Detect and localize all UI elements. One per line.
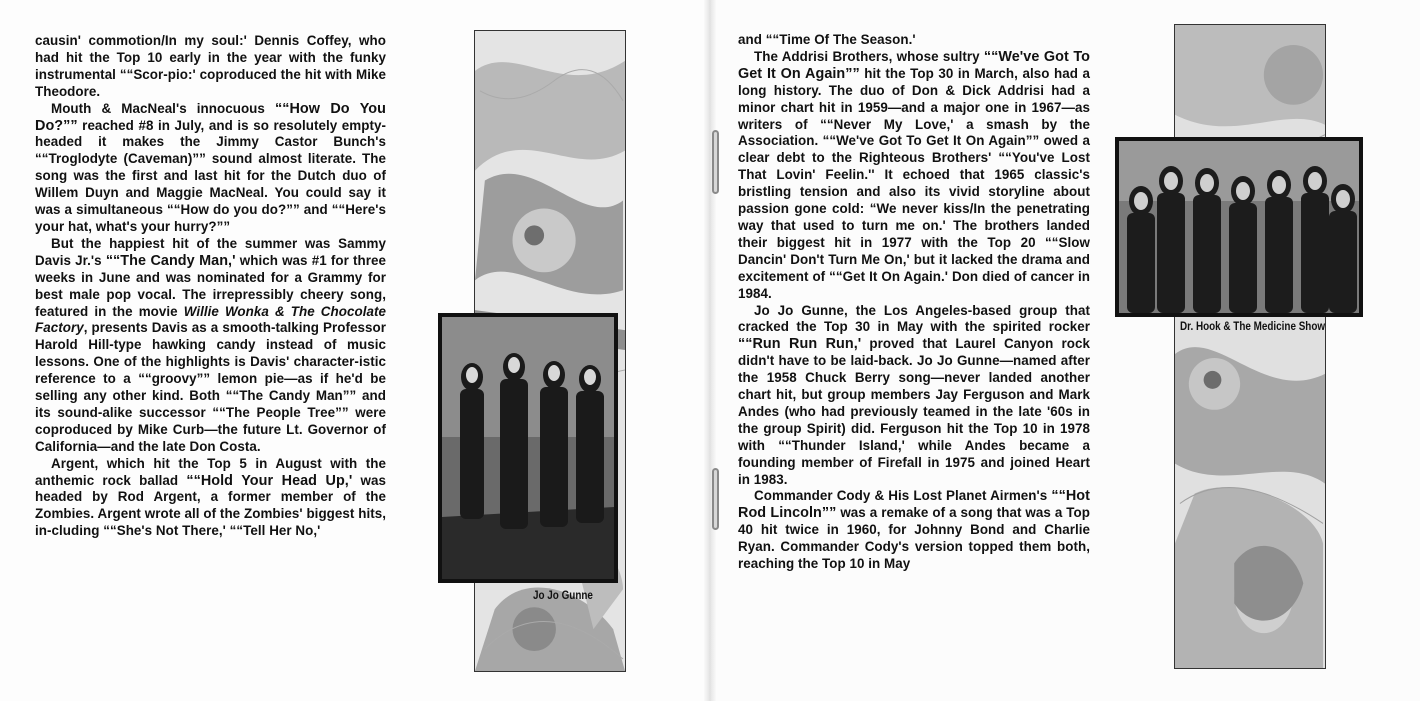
dr-hook-photo [1115,137,1363,317]
staple [712,468,719,530]
paragraph-text: Commander Cody & His Lost Planet Airmen's [754,488,1052,504]
song-title: ““Hot Rod Lincoln”” [738,488,1090,522]
song-title: ““Run Run Run,' [738,336,862,353]
paragraph-text: Mouth & MacNeal's innocuous [51,100,275,116]
band-photo-placeholder [1119,141,1359,313]
jo-jo-gunne-photo [438,313,618,583]
right-article-column [738,32,1090,573]
paragraph-text: reached #8 in July, and is so resolutely empty-headed it makes the Jimmy Castor Bunch's ““Troglodyte (Caveman)”” sound almost literate. The song was the first and last hit for the Dutch duo of Willem Duyn and Maggie MacNeal. You could say it was a simultaneous ““How do you do?”” and ““Here's your hat, what's your hurry?”” [35,117,386,234]
band-photo-placeholder [442,317,614,579]
paragraph-text: Argent, which hit the Top 5 in August with the anthemic rock ballad [35,455,386,488]
photo-caption: Jo Jo Gunne [533,590,593,602]
song-title: ““We've Got To Get It On Again”” [738,48,1090,82]
article-paragraph [35,456,386,541]
collage-texture [1175,25,1325,668]
paragraph-text: But the happiest hit of the summer was Sammy Davis Jr.'s [35,235,386,268]
movie-title: Willie Wonka & The Chocolate Factory [35,303,386,336]
right-photo-collage [1174,24,1326,669]
song-title: ““How Do You Do?”” [35,100,386,134]
paragraph-text: which was #1 for three weeks in June and was nominated for a Grammy for best male pop vocal. The irrepressibly cheery song, featured in the movie [35,252,386,319]
article-paragraph [35,33,386,101]
article-paragraph [738,488,1090,573]
paragraph-text: was headed by Rod Argent, a former member of the Zombies. Argent wrote all of the Zombies' biggest hits, in-cluding ““She's Not There,' ““Tell Her No,' [35,472,387,539]
paragraph-text: , presents Davis as a smooth-talking Professor Harold Hill-type hawking candy instead of music lessons. One of the highlights is Davis' character-istic reference to a ““groovy”” lemon pie—as if he'd be selling any other kind. Both ““The Candy Man”” and its sound-alike successor ““The People Tree”” were coproduced by Mike Curb—the future Lt. Governor of California—and the late Don Costa. [35,320,386,454]
photo-caption: Dr. Hook & The Medicine Show [1180,321,1326,333]
article-paragraph [35,236,386,456]
article-paragraph [738,49,1090,303]
paragraph-text: and ““Time Of The Season.' [738,32,916,47]
paragraph-text: The Addrisi Brothers, whose sultry [754,48,984,64]
paragraph-text: proved that Laurel Canyon rock didn't have to be laid-back. Jo Jo Gunne—named after the 1958 Chuck Berry song—never landed another chart hit, but group members Jay Ferguson and Mark Andes (who had previously teamed in the late '60s in the group Spirit) did. Ferguson hit the Top 10 in 1978 with ““Thunder Island,' while Andes became a founding member of Firefall in 1975 and joined Heart in 1983. [738,336,1090,487]
staple [712,130,719,194]
booklet-gutter [704,0,716,701]
paragraph-text: hit the Top 30 in March, also had a long history. The duo of Don & Dick Addrisi had a minor chart hit in 1959—and a major one in 1967—as writers of ““Never My Love,' a smash by the Association. ““We've Got To Get It On Again”” owed a clear debt to the Righteous Brothers' ““You've Lost That Lovin' Feelin.'' It echoed that 1965 classic's bristling tension and also its vivid storyline about passion gone cold: “We never kiss/In the penetrating way that used to turn me on.' The brothers landed their biggest hit in 1977 with the Top 20 ““Slow Dancin' Don't Turn Me On,' but it lacked the drama and excitement of ““Get It On Again.' Don died of cancer in 1984. [738,65,1090,301]
song-title: ““Hold Your Head Up,' [186,472,353,489]
article-paragraph [738,303,1090,489]
paragraph-text: was a remake of a song that was a Top 40 hit twice in 1960, for Johnny Bond and Charlie Ryan. Commander Cody's version topped them both, reaching the Top 10 in May [738,505,1090,572]
paragraph-text: causin' commotion/In my soul:' Dennis Coffey, who had hit the Top 10 early in the year with the funky instrumental ““Scor-pio:' coproduced the hit with Mike Theodore. [35,33,386,99]
article-paragraph [35,101,386,236]
left-article-column [35,33,386,540]
song-title: ““The Candy Man,' [105,252,236,269]
article-paragraph [738,32,1090,49]
paragraph-text: Jo Jo Gunne, the Los Angeles-based group that cracked the Top 30 in May with the spirited rocker [738,302,1090,335]
